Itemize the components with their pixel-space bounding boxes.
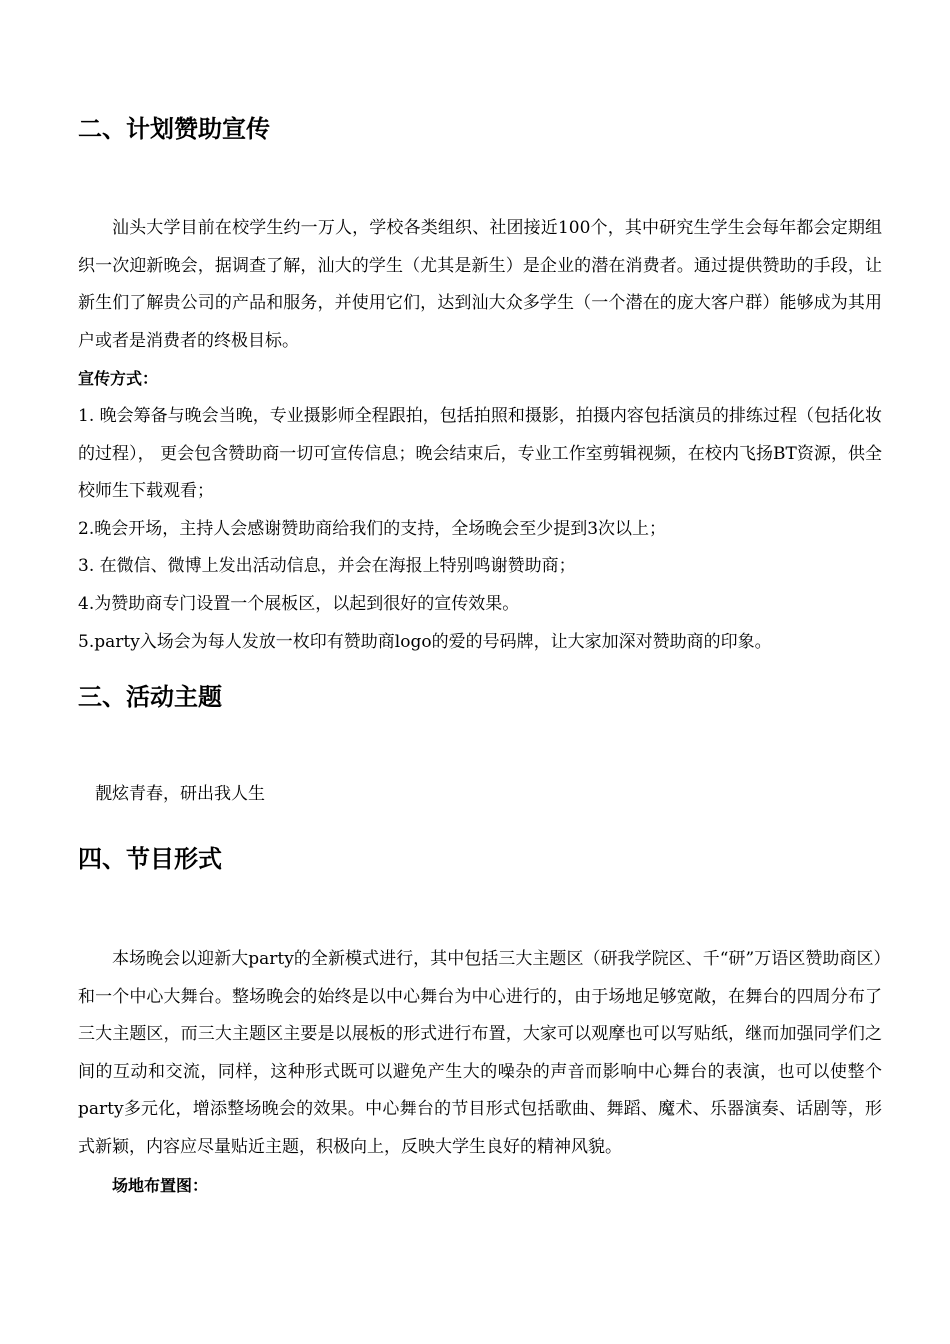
publicity-methods-label: 宣传方式： bbox=[78, 369, 159, 389]
sponsorship-paragraph: 汕头大学目前在校学生约一万人，学校各类组织、社团接近100个，其中研究生学生会每年都会定期组织一次迎新晚会，据调查了解，汕大的学生（尤其是新生）是企业的潜在消费者。通过提供赞助的手段，让新生们了解贵公司的产品和服务，并使用它们，达到汕大众多学生（一个潜在的庞大客户群）能够成为其用户或者是消费者的终极目标。 bbox=[78, 218, 882, 351]
list-item: 4.为赞助商专门设置一个展板区，以起到很好的宣传效果。 bbox=[78, 593, 520, 614]
section-heading-sponsorship: 二、计划赞助宣传 bbox=[78, 115, 270, 143]
program-paragraph: 本场晚会以迎新大party的全新模式进行，其中包括三大主题区（研我学院区、千“研”万语区赞助商区）和一个中心大舞台。整场晚会的始终是以中心舞台为中心进行的，由于场地足够宽敞，在舞台的四周分布了三大主题区，而三大主题区主要是以展板的形式进行布置，大家可以观摩也可以写贴纸，继而加强同学们之间的互动和交流，同样，这种形式既可以避免产生大的噪杂的声音而影响中心舞台的表演，也可以使整个party多元化，增添整场晚会的效果。中心舞台的节目形式包括歌曲、舞蹈、魔术、乐器演奏、话剧等，形式新颖，内容应尽量贴近主题，积极向上，反映大学生良好的精神风貌。 bbox=[78, 949, 882, 1157]
list-item: 3. 在微信、微博上发出活动信息，并会在海报上特别鸣谢赞助商； bbox=[78, 556, 576, 577]
section-heading-theme: 三、活动主题 bbox=[78, 683, 222, 711]
list-item: 2.晚会开场，主持人会感谢赞助商给我们的支持，全场晚会至少提到3次以上； bbox=[78, 518, 667, 539]
section-program-body bbox=[78, 941, 882, 1204]
section-theme-body bbox=[78, 776, 882, 814]
list-item: 1. 晚会筹备与晚会当晚，专业摄影师全程跟拍，包括拍照和摄影，拍摄内容包括演员的排练过程（包括化妆的过程）， 更会包含赞助商一切可宣传信息；晚会结束后，专业工作室剪辑视频，在校内飞扬BT资源，供全校师生下载观看； bbox=[78, 405, 882, 502]
venue-layout-label: 场地布置图： bbox=[112, 1175, 209, 1195]
section-sponsorship-body bbox=[78, 210, 882, 661]
list-item: 5.party入场会为每人发放一枚印有赞助商logo的爱的号码牌，让大家加深对赞助商的印象。 bbox=[78, 631, 772, 652]
section-heading-program: 四、节目形式 bbox=[78, 845, 222, 873]
theme-text: 靓炫青春，研出我人生 bbox=[95, 784, 265, 804]
